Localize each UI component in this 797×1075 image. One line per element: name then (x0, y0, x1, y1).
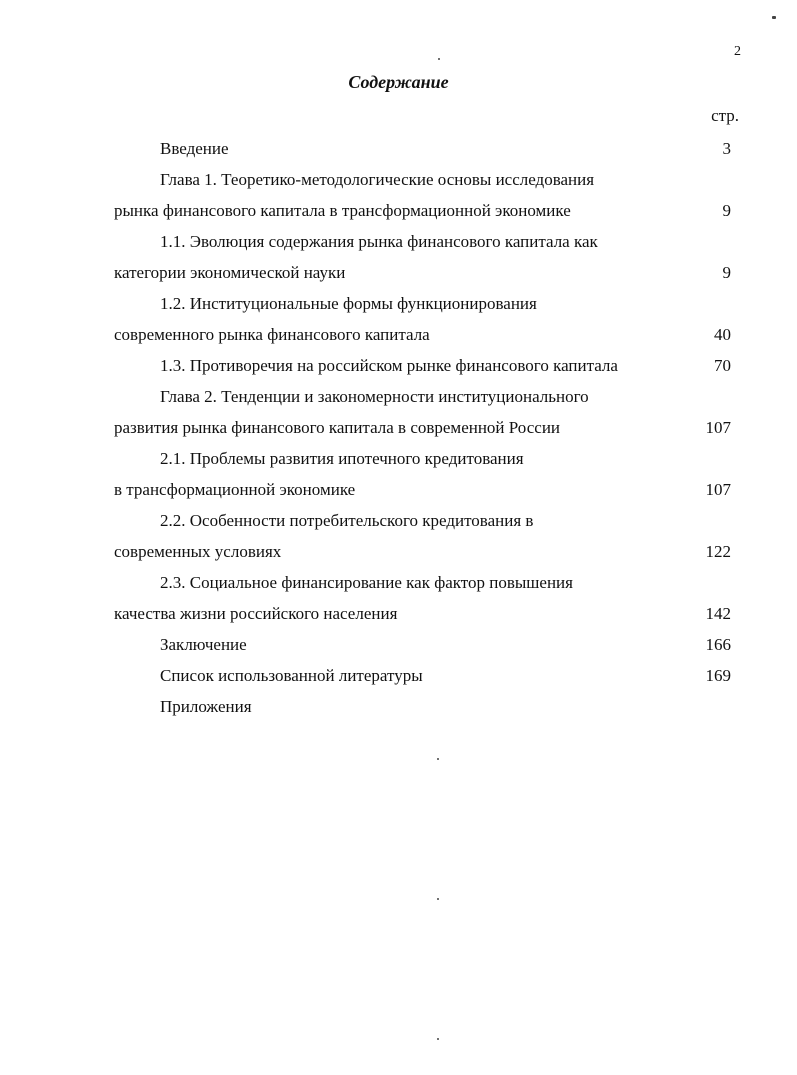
toc-entry-text: развития рынка финансового капитала в современной России (114, 418, 561, 437)
scan-speck (437, 898, 439, 900)
page-number: 2 (734, 44, 741, 59)
scan-speck (438, 58, 440, 60)
toc-page-number: 169 (705, 666, 731, 685)
toc-entry-text: Глава 2. Тенденции и закономерности институционального (160, 387, 589, 406)
toc-entry-text: Заключение (160, 635, 247, 654)
toc-entry-text: 1.2. Институциональные формы функционирования (160, 294, 537, 313)
toc-page-number: 70 (714, 356, 731, 375)
toc-page-number: 40 (714, 325, 731, 344)
toc-entry-text: 1.1. Эволюция содержания рынка финансового капитала как (160, 232, 598, 251)
scan-speck (437, 1038, 439, 1040)
page-title: Содержание (348, 72, 449, 92)
toc-entry-text: 1.3. Противоречия на российском рынке финансового капитала (160, 356, 618, 375)
toc-page-number: 3 (722, 139, 731, 158)
toc-page-number: 166 (705, 635, 731, 654)
scan-speck (772, 16, 776, 19)
toc-entry-text: категории экономической науки (114, 263, 346, 282)
toc-entry-text: в трансформационной экономике (114, 480, 356, 499)
toc-entry-text: Глава 1. Теоретико-методологические основы исследования (160, 170, 595, 189)
toc-entry-text: Приложения (160, 697, 252, 716)
toc-page-number: 122 (705, 542, 731, 561)
toc-entry-text: 2.2. Особенности потребительского кредитования в (160, 511, 534, 530)
toc-page-number: 142 (705, 604, 731, 623)
toc-entry-text: Список использованной литературы (160, 666, 423, 685)
toc-entry-text: современного рынка финансового капитала (114, 325, 430, 344)
toc-page-number: 9 (722, 263, 731, 282)
toc-entry-text: современных условиях (114, 542, 282, 561)
toc-entry-text: качества жизни российского населения (114, 604, 398, 623)
toc-entry-text: рынка финансового капитала в трансформационной экономике (114, 201, 571, 220)
toc-entry-text: Введение (160, 139, 229, 158)
toc-page-number: 107 (705, 418, 731, 437)
toc-entry-text: 2.1. Проблемы развития ипотечного кредитования (160, 449, 524, 468)
toc-entry-text: 2.3. Социальное финансирование как фактор повышения (160, 573, 573, 592)
toc-page-number: 107 (705, 480, 731, 499)
toc-page-number: 9 (722, 201, 731, 220)
page-column-label: стр. (711, 106, 739, 125)
scan-speck (437, 758, 439, 760)
